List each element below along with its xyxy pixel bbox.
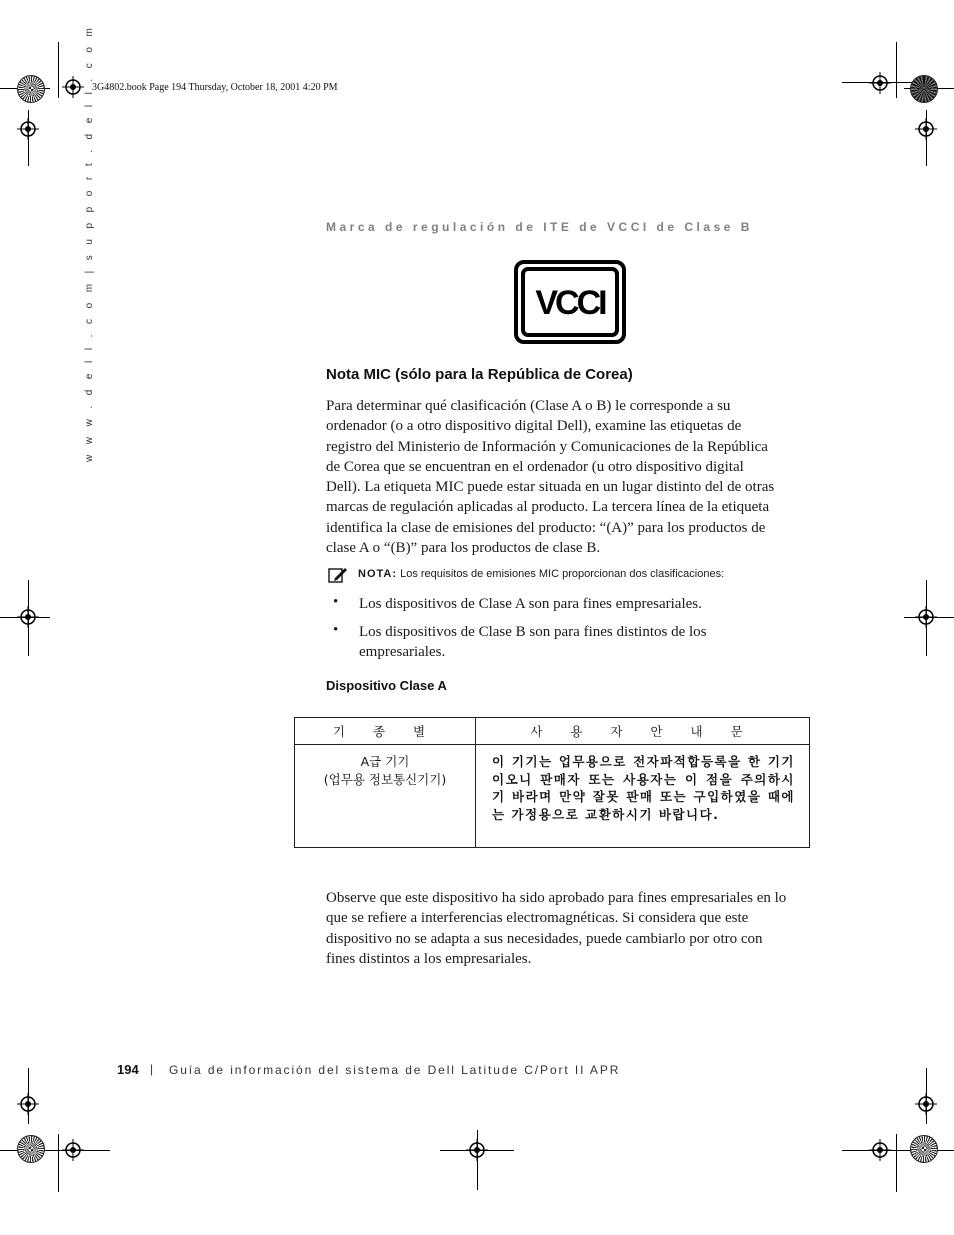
footer-title: Guía de información del sistema de Dell Latitude C/Port II APR (169, 1063, 621, 1077)
color-rosette-icon (910, 75, 938, 103)
registration-mark-icon (62, 1139, 84, 1161)
table-header-cell: 기 종 별 (295, 718, 476, 745)
device-class-line: (업무용 정보통신기기) (323, 772, 447, 787)
page-number: 194 (117, 1062, 139, 1077)
body-paragraph-2 (326, 888, 814, 969)
table-header-cell: 사 용 자 안 내 문 (476, 718, 810, 745)
paragraph-line: Para determinar qué clasificación (Clase A o B) le corresponde a su (326, 398, 731, 414)
body-paragraph-1 (326, 396, 814, 558)
registration-mark-icon (915, 1093, 937, 1115)
registration-mark-icon (17, 1093, 39, 1115)
note (358, 568, 724, 580)
footer-separator: | (150, 1062, 154, 1076)
vcci-logo-text: VCCI (535, 284, 605, 322)
color-rosette-icon (17, 1135, 45, 1163)
paragraph-line: clase A o “(B)” para los productos de clase B. (326, 540, 601, 557)
registration-mark-icon (17, 118, 39, 140)
print-header: 3G4802.book Page 194 Thursday, October 18, 2001 4:20 PM (92, 82, 338, 93)
table-header-row (295, 718, 810, 745)
paragraph-line: dispositivo no se adapta a sus necesidades, puede cambiarlo por otro con (326, 930, 763, 947)
bullet-item (359, 594, 702, 614)
paragraph-line: de Corea que se encuentran en el ordenador (u otro dispositivo digital (326, 458, 744, 475)
subheading: Dispositivo Clase A (326, 678, 447, 693)
registration-mark-icon (869, 72, 891, 94)
side-url: w w w . d e l l . c o m | s u p p o r t . d e l l . c o m (84, 24, 95, 462)
pencil-note-icon (328, 566, 348, 584)
paragraph-line: identifica la clase de emisiones del producto: “(A)” para los productos de (326, 519, 766, 536)
paragraph-line: que se refiere a interferencias electromagnéticas. Si considera que este (326, 910, 749, 927)
paragraph-line: Observe que este dispositivo ha sido aprobado para fines empresariales en lo (326, 890, 787, 906)
note-text: Los requisitos de emisiones MIC proporcionan dos clasificaciones: (400, 568, 725, 580)
registration-mark-icon (62, 76, 84, 98)
vcci-logo (514, 260, 626, 344)
paragraph-line: registro del Ministerio de Información y Comunicaciones de la República (326, 438, 768, 455)
bullet-line: empresariales. (359, 644, 446, 660)
figure-caption: Marca de regulación de ITE de VCCI de Clase B (326, 220, 753, 234)
registration-mark-icon (915, 606, 937, 628)
registration-mark-icon (17, 606, 39, 628)
bullet-item (359, 622, 706, 662)
device-class-cell (295, 745, 476, 848)
bullet-line: Los dispositivos de Clase B son para fines distintos de los (359, 624, 707, 640)
registration-mark-icon (869, 1139, 891, 1161)
color-rosette-icon (17, 75, 45, 103)
paragraph-line: marcas de regulación aplicadas al producto. La tercera línea de la etiqueta (326, 499, 770, 516)
paragraph-line: ordenador (o a otro dispositivo digital Dell), examine las etiquetas de (326, 418, 742, 435)
paragraph-line: Dell). La etiqueta MIC puede estar situada en un lugar distinto del de otras (326, 479, 775, 496)
bullet-marker: • (333, 594, 339, 610)
bullet-marker: • (333, 622, 339, 638)
note-label: NOTA: (358, 568, 398, 580)
table-row (295, 745, 810, 848)
registration-mark-icon (466, 1139, 488, 1161)
section-heading: Nota MIC (sólo para la República de Corea) (326, 366, 633, 383)
paragraph-line: fines distintos a los empresariales. (326, 950, 532, 967)
device-class-line: A급 기기 (360, 754, 410, 769)
mic-class-table (294, 717, 810, 848)
user-notice-cell: 이 기기는 업무용으로 전자파적합등록을 한 기기이오니 판매자 또는 사용자는 이 점을 주의하시기 바라며 만약 잘못 판매 또는 구입하였을 때에는 가정용으로 교환하시기 바랍니다. (476, 745, 810, 848)
bullet-line: Los dispositivos de Clase A son para fines empresariales. (359, 596, 702, 612)
color-rosette-icon (910, 1135, 938, 1163)
registration-mark-icon (915, 118, 937, 140)
